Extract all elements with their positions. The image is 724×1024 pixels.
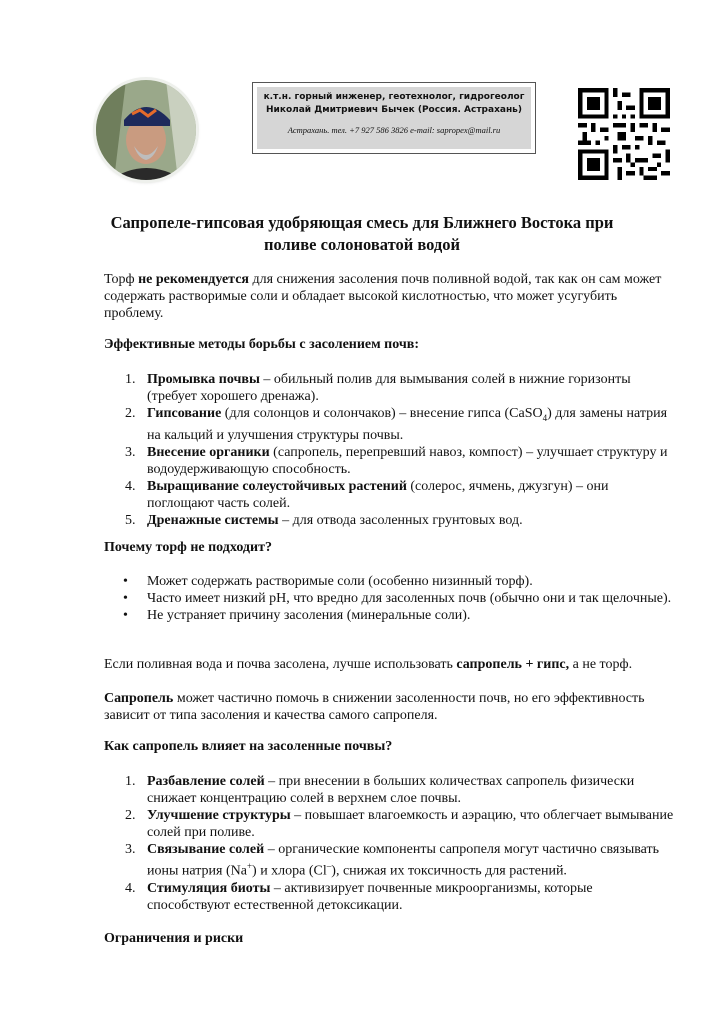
method-name: Внесение органики xyxy=(147,444,270,460)
method-name: Дренажные системы xyxy=(147,512,279,528)
author-photo xyxy=(96,80,196,180)
author-info-box xyxy=(252,82,536,154)
method-name: Гипсование xyxy=(147,406,222,421)
list-number: 2. xyxy=(125,808,136,823)
sapropel-paragraph xyxy=(104,690,674,724)
list-item xyxy=(125,512,677,529)
conclusion-text-start: Если поливная вода и почва засолена, лучше использовать xyxy=(104,657,457,672)
effect-description: – повышает влагоемкость и аэрацию, что облегчает вымывание солей при поливе. xyxy=(147,808,674,840)
title-line-1: Сапропеле-гипсовая удобряющая смесь для Ближнего Востока при xyxy=(110,213,614,232)
superscript: – xyxy=(326,861,332,871)
list-number: 1. xyxy=(125,774,136,789)
methods-heading: Эффективные методы борьбы с засолением почв: xyxy=(104,337,419,352)
limits-heading: Ограничения и риски xyxy=(104,931,244,946)
list-item xyxy=(125,371,677,405)
list-number: 4. xyxy=(125,478,136,494)
effect-description: – активизирует почвенные микроорганизмы, которые способствуют естественной детоксикации. xyxy=(147,880,593,913)
bullet-text: Не устраняет причину засоления (минеральные соли). xyxy=(147,608,471,623)
why-list xyxy=(123,573,677,624)
effect-description: – органические компоненты сапропеля могут частично связывать ионы натрия (Na xyxy=(147,842,660,879)
superscript: + xyxy=(246,861,253,871)
effect-description: – при внесении в больших количествах сапропель физически снижает концентрацию солей в верхнем слое почвы. xyxy=(147,774,635,806)
intro-paragraph xyxy=(104,271,674,322)
bullet-text: Часто имеет низкий pH, что вредно для засоленных почв (обычно они и так щелочные). xyxy=(147,591,672,606)
effect-name: Связывание солей xyxy=(147,842,265,857)
method-description: (для солонцов и солончаков) – внесение гипса (CaSO xyxy=(221,406,543,421)
author-contacts: Астрахань. тел. +7 927 586 3826 e-mail: sapropex@mail.ru xyxy=(287,125,501,135)
list-number: 3. xyxy=(125,444,136,460)
list-item xyxy=(125,841,677,880)
why-heading: Почему торф не подходит? xyxy=(104,540,272,555)
effect-heading: Как сапропель влияет на засоленные почвы? xyxy=(104,739,393,754)
author-name: Николай Дмитриевич Бычек (Россия. Астрахань) xyxy=(266,105,522,115)
list-item xyxy=(125,807,677,841)
effect-description-cont: ), снижая их токсичность для растений. xyxy=(331,863,567,879)
method-name: Выращивание солеустойчивых растений xyxy=(147,478,407,494)
conclusion-text-end: а не торф. xyxy=(569,657,633,672)
method-description: – обильный полив для вымывания солей в нижние горизонты (требует хорошего дренажа). xyxy=(147,372,631,404)
effect-name: Улучшение структуры xyxy=(147,808,291,823)
list-number: 4. xyxy=(125,880,136,896)
list-item xyxy=(125,444,677,478)
method-description: (сапропель, перепревший навоз, компост) – улучшает структуру и водоудерживающую способность. xyxy=(147,444,668,477)
intro-text-start: Торф xyxy=(104,272,139,287)
list-number: 3. xyxy=(125,842,136,857)
list-number: 1. xyxy=(125,372,136,387)
sapropel-emphasis: Сапропель xyxy=(104,691,174,706)
effect-name: Разбавление солей xyxy=(147,774,265,789)
method-description-cont: ) для замены натрия на кальций и улучшения структуры почвы. xyxy=(147,406,668,443)
method-description: (солерос, ячмень, джузгун) – они поглощают часть солей. xyxy=(147,478,609,511)
list-item xyxy=(123,573,677,590)
list-item xyxy=(125,405,677,444)
effects-list xyxy=(125,773,677,914)
list-item xyxy=(125,773,677,807)
conclusion-paragraph xyxy=(104,656,674,673)
effect-name: Стимуляция биоты xyxy=(147,880,271,896)
author-credentials: к.т.н. горный инженер, геотехнолог, гидрогеолог xyxy=(263,92,525,102)
bullet-text: Может содержать растворимые соли (особенно низинный торф). xyxy=(147,574,533,589)
list-number: 5. xyxy=(125,512,136,528)
list-item xyxy=(123,590,677,607)
effect-description-mid: ) и хлора (Cl xyxy=(252,863,327,879)
bullet-icon: • xyxy=(123,591,128,606)
sapropel-text: может частично помочь в снижении засоленности почв, но его эффективность зависит от типа засоления и качества самого сапропеля. xyxy=(104,691,645,723)
bullet-icon: • xyxy=(123,608,128,623)
list-item xyxy=(123,607,677,624)
method-name: Промывка почвы xyxy=(147,372,260,387)
subscript: 4 xyxy=(542,412,548,423)
document-title xyxy=(80,212,644,256)
author-portrait-image xyxy=(96,80,196,180)
list-item xyxy=(125,478,677,512)
intro-emphasis: не рекомендуется xyxy=(138,272,249,287)
list-number: 2. xyxy=(125,406,136,421)
qr-code-image xyxy=(578,88,670,180)
conclusion-emphasis: сапропель + гипс, xyxy=(456,657,570,672)
method-description: – для отвода засоленных грунтовых вод. xyxy=(278,512,523,528)
intro-text-end: для снижения засоления почв поливной водой, так как он сам может содержать растворимые соли и обладает высокой кислотностью, что может усугубить проблему. xyxy=(104,272,662,321)
title-line-2: поливе солоноватой водой xyxy=(263,235,461,254)
bullet-icon: • xyxy=(123,574,128,589)
list-item xyxy=(125,880,677,914)
methods-list xyxy=(125,371,677,529)
